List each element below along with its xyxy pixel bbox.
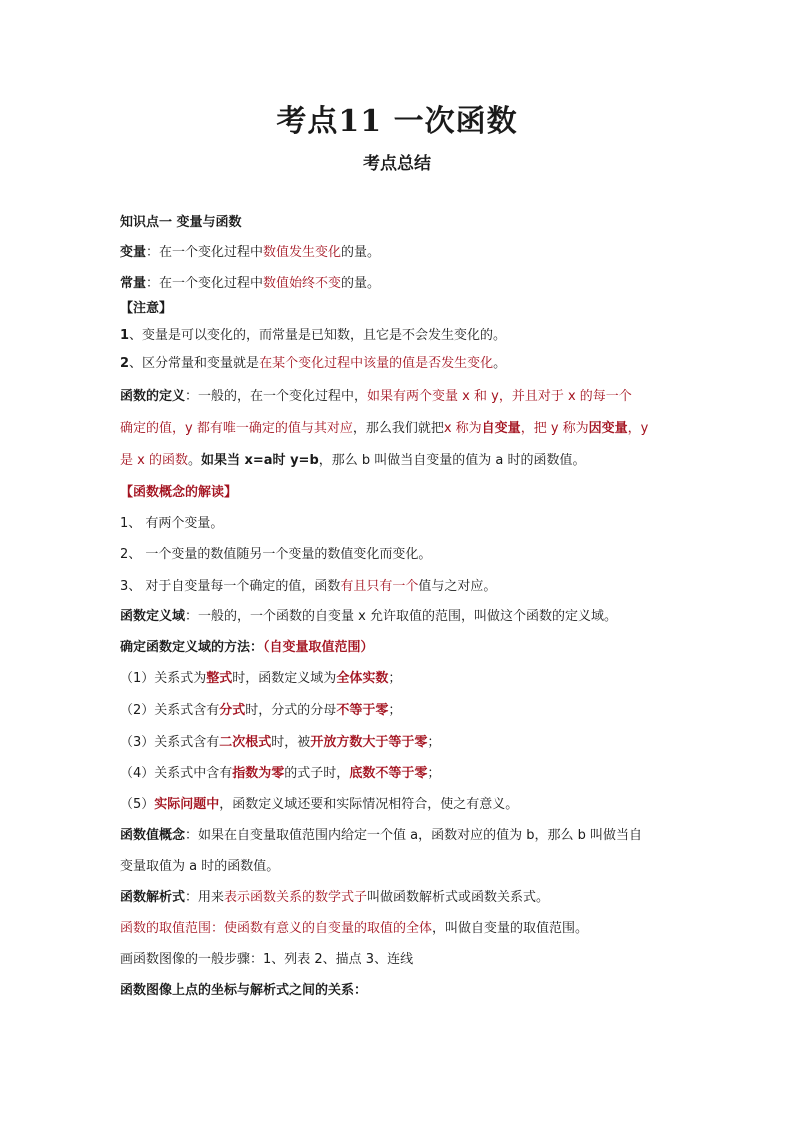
function-definition-line-3 [120,452,700,470]
rule-red: 指数为零 [232,766,285,781]
variable-definition [120,244,700,262]
range-text-post: ，叫做自变量的取值范围。 [432,921,589,936]
rule-red: 分式 [219,703,246,718]
rule-red: 整式 [206,671,233,686]
note-number: 2 [120,356,130,371]
domain-rule-4 [120,765,700,783]
note-text-pre: 、区分常量和变量就是 [129,356,260,371]
expression-text-post: 叫做函数解析式或函数关系式。 [367,890,550,905]
domain-rule-2 [120,702,700,720]
rule-text: ； [427,766,441,781]
note-text-red: 在某个变化过程中该量的值是否发生变化 [259,356,494,371]
function-def-red: ，把 y 称为 [520,421,589,436]
function-def-text: 。 [187,453,201,468]
function-def-red: 确定的值，y 都有唯一确定的值与其对应 [120,421,353,436]
function-def-text: ：一般的，在一个变化过程中， [185,389,368,404]
domain-rule-3 [120,734,700,752]
note-item-1 [120,327,700,345]
function-value-text: ：如果在自变量取值范围内给定一个值 a，函数对应的值为 b，那么 b 叫做当自 [185,828,643,843]
function-value-label: 函数值概念 [120,828,186,843]
page-subtitle: 考点总结 [363,154,431,174]
function-expression [120,889,700,907]
rule-text: （1）关系式为 [120,671,207,686]
rule-text: ； [427,735,441,750]
interpretation-text-pre: 3、 对于自变量每一个确定的值，函数 [120,579,341,594]
rule-red: 不等于零 [336,703,389,718]
domain-method-red: （自变量取值范围） [263,640,374,655]
domain-definition [120,608,700,626]
constant-label: 常量 [120,276,147,291]
interpretation-heading: 【函数概念的解读】 [120,485,238,500]
relation-heading: 函数图像上点的坐标与解析式之间的关系： [120,983,368,998]
rule-text: 时，函数定义域为 [232,671,337,686]
expression-label: 函数解析式 [120,890,186,905]
rule-text: 时，被 [271,735,311,750]
function-def-red: 如果有两个变量 x 和 y，并且对于 x 的每一个 [367,389,632,404]
variable-text-pre: ：在一个变化过程中 [146,245,264,260]
domain-rule-1 [120,670,700,688]
domain-text: ：一般的，一个函数的自变量 x 允许取值的范围，叫做这个函数的定义域。 [185,609,617,624]
domain-label: 函数定义域 [120,609,186,624]
expression-text-red: 表示函数关系的数学式子 [224,890,368,905]
constant-text-red: 数值始终不变 [263,276,342,291]
dependent-variable-term: 因变量 [588,421,628,436]
rule-text: （2）关系式含有 [120,703,220,718]
rule-text: （4）关系式中含有 [120,766,233,781]
function-def-text: ，那么我们就把 [352,421,444,436]
note-text-post: 。 [493,356,507,371]
constant-definition [120,275,700,293]
rule-text: （3）关系式含有 [120,735,220,750]
function-def-bold: 如果当 x=a时 y=b [200,453,319,468]
range-text-red: 函数的取值范围：使函数有意义的自变量的取值的全体 [120,921,433,936]
rule-text: ； [388,671,402,686]
domain-rule-5 [120,796,700,814]
rule-red: 底数不等于零 [349,766,428,781]
domain-method-label: 确定函数定义域的方法： [120,640,264,655]
rule-text: ，函数定义域还要和实际情况相符合，使之有意义。 [219,797,519,812]
function-def-text: ，那么 b 叫做当自变量的值为 a 时的函数值。 [318,453,586,468]
interpretation-item-2: 2、 一个变量的数值随另一个变量的数值变化而变化。 [120,547,432,562]
interpretation-item-1: 1、 有两个变量。 [120,516,224,531]
rule-text: 的式子时， [284,766,350,781]
interpretation-text-red: 有且只有一个 [340,579,419,594]
constant-text-pre: ：在一个变化过程中 [146,276,264,291]
function-value-concept-line-1 [120,827,700,845]
function-def-red: x 称为 [443,421,482,436]
interpretation-item-3 [120,578,700,596]
rule-text: 时，分式的分母 [245,703,337,718]
function-def-label: 函数的定义 [120,389,186,404]
note-heading: 【注意】 [120,301,173,316]
domain-method-heading [120,639,700,657]
variable-text-red: 数值发生变化 [263,245,342,260]
graph-steps: 画函数图像的一般步骤：1、列表 2、描点 3、连线 [120,952,414,967]
function-range [120,920,700,938]
note-item-2 [120,355,700,373]
function-def-red: 是 x 的函数 [120,453,188,468]
function-value-concept-line-2: 变量取值为 a 时的函数值。 [120,859,280,874]
rule-red: 全体实数 [336,671,389,686]
note-text: 、变量是可以变化的，而常量是已知数，且它是不会发生变化的。 [129,328,507,343]
independent-variable-term: 自变量 [481,421,521,436]
variable-text-post: 的量。 [341,245,381,260]
function-definition-line-2 [120,420,700,438]
rule-text: ； [388,703,402,718]
function-definition-line-1 [120,388,700,406]
variable-label: 变量 [120,245,147,260]
function-def-red: ，y [627,421,649,436]
expression-text-pre: ：用来 [185,890,225,905]
interpretation-text-post: 值与之对应。 [418,579,497,594]
page-title: 考点11 一次函数 [276,104,518,139]
note-number: 1 [120,328,130,343]
constant-text-post: 的量。 [341,276,381,291]
rule-red: 二次根式 [219,735,272,750]
rule-text: （5） [120,797,155,812]
rule-red: 开放方数大于等于零 [310,735,428,750]
section-heading: 知识点一 变量与函数 [120,215,242,230]
rule-red: 实际问题中 [154,797,220,812]
